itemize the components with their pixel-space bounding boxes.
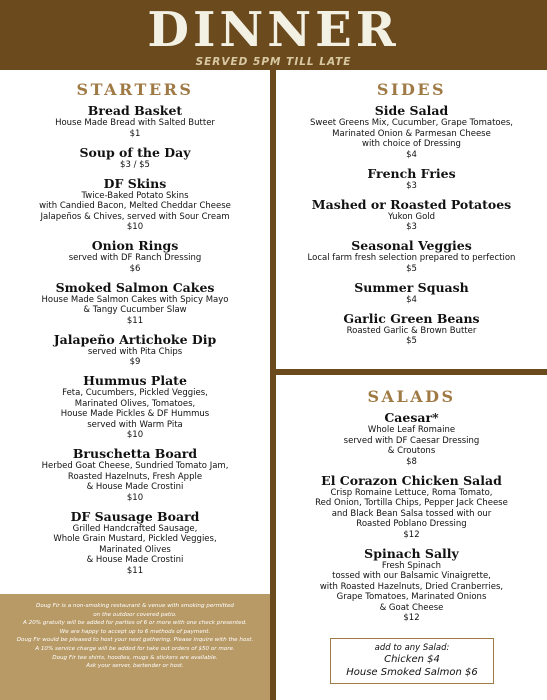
menu-item-name: Side Salad (374, 103, 449, 118)
menu-item-description: & House Made Crostini (86, 482, 184, 492)
menu-item (276, 474, 547, 541)
menu-item-description: tossed with our Balsamic Vinaigrette, (332, 571, 491, 581)
menu-item-name: Bread Basket (87, 103, 183, 118)
menu-item (276, 239, 547, 275)
menu-item-price: $3 (406, 222, 417, 232)
menu-item-price: $11 (126, 315, 144, 326)
menu-item-description: Feta, Cucumbers, Pickled Veggies, (62, 388, 208, 398)
menu-item-description: Sweet Greens Mix, Cucumber, Grape Tomatoes, (310, 118, 513, 128)
menu-item (0, 146, 270, 171)
menu-item (0, 281, 270, 327)
menu-item-description: with Candied Bacon, Melted Cheddar Cheese (39, 201, 231, 211)
salads-list (276, 411, 547, 624)
menu-item-description: Roasted Poblano Dressing (356, 519, 467, 529)
menu-item (276, 281, 547, 306)
menu-item-description: & House Made Crostini (86, 555, 184, 565)
menu-item-description: House Made Pickles & DF Hummus (60, 409, 210, 419)
menu-item-description: Marinated Onion & Parmesan Cheese (332, 128, 491, 139)
footer-line: A 20% gratuity will be added for parties of 6 or more with one check presented. (23, 620, 247, 627)
menu-item-price: $10 (126, 430, 144, 440)
menu-item-description: and Black Bean Salsa tossed with our (331, 508, 492, 519)
menu-item-description: Twice-Baked Potato Skins (81, 190, 189, 201)
menu-item-name: El Corazon Chicken Salad (321, 472, 502, 488)
menu-item-description: Roasted Hazelnuts, Fresh Apple (67, 471, 203, 482)
menu-item-name: Seasonal Veggies (351, 238, 472, 253)
page-subtitle: SERVED 5PM TILL LATE (195, 56, 352, 68)
menu-item-price: $9 (129, 357, 141, 367)
menu-item-description: Grilled Handcrafted Sausage, (72, 523, 198, 534)
menu-item-price: $8 (406, 456, 417, 467)
menu-item-price: $10 (126, 222, 144, 232)
menu-item-name: DF Sausage Board (70, 508, 200, 524)
starters-list (0, 104, 270, 577)
menu-item-description: House Made Salmon Cakes with Spicy Mayo (41, 294, 229, 305)
menu-item-description: with Roasted Hazelnuts, Dried Cranberries, (319, 581, 504, 592)
footer-line: Ask your server, bartender or host. (86, 663, 184, 670)
menu-item-name: Soup of the Day (79, 144, 191, 160)
menu-item-name: Jalapeño Artichoke Dip (53, 331, 217, 347)
menu-item (0, 447, 270, 504)
menu-item-description: & Goat Cheese (379, 602, 444, 613)
menu-item (276, 312, 547, 348)
footer-line: Doug Fir would be pleased to host your next gathering. Please inquire with the host. (16, 637, 254, 644)
menu-item-price: $12 (403, 613, 420, 623)
menu-item (276, 198, 547, 234)
menu-item-description: Roasted Garlic & Brown Butter (346, 325, 477, 336)
menu-item-price: $3 (406, 180, 417, 191)
menu-item-name: Mashed or Roasted Potatoes (311, 196, 512, 212)
sides-section (276, 80, 547, 347)
menu-item-description: & Croutons (387, 446, 436, 456)
menu-item (0, 104, 270, 140)
menu-item-price: $4 (406, 294, 417, 305)
section-title-starters: STARTERS (76, 80, 194, 99)
menu-item-price: $11 (126, 565, 144, 576)
section-title-salads: SALADS (367, 387, 456, 406)
menu-item (0, 239, 270, 275)
menu-item-price: $6 (129, 263, 141, 274)
menu-item-price: $12 (403, 529, 420, 540)
menu-item-description: Fresh Spinach (381, 560, 442, 571)
menu-item (276, 411, 547, 468)
footer-line: We are happy to accept up to 6 methods of payment. (59, 628, 211, 635)
menu-item-price: $5 (406, 263, 417, 274)
menu-item-name: Spinach Sally (364, 545, 459, 561)
sides-list (276, 104, 547, 347)
menu-item-name: Garlic Green Beans (343, 310, 480, 326)
menu-item-description: served with DF Ranch Dressing (68, 253, 202, 263)
header-banner (0, 0, 547, 70)
menu-item (276, 167, 547, 192)
menu-item-name: DF Skins (103, 175, 167, 191)
menu-item-name: Caesar* (384, 410, 439, 425)
page-title: DINNER (147, 2, 400, 58)
footer-line: Doug Fir tee shirts, hoodies, mugs & stickers are available. (52, 654, 218, 661)
section-title-sides: SIDES (376, 80, 447, 99)
menu-item-description: & Tangy Cucumber Slaw (83, 305, 187, 315)
menu-item-description: Grape Tomatoes, Marinated Onions (336, 592, 487, 602)
menu-item-description: served with Pita Chips (87, 346, 183, 357)
menu-item-description: Jalapeños & Chives, served with Sour Cream (40, 211, 230, 222)
menu-item-description: Red Onion, Tortilla Chips, Pepper Jack Cheese (315, 498, 508, 508)
menu-item-description: House Made Bread with Salted Butter (55, 118, 215, 128)
addon-line: House Smoked Salmon $6 (346, 666, 478, 678)
menu-item-price: $3 / $5 (120, 159, 150, 170)
starters-section (0, 70, 270, 594)
menu-item (0, 374, 270, 441)
menu-item-name: Bruschetta Board (72, 446, 198, 461)
menu-item-description: Crisp Romaine Lettuce, Roma Tomato, (330, 487, 493, 498)
menu-item-description: served with DF Caesar Dressing (343, 435, 480, 446)
menu-item-name: French Fries (367, 165, 456, 181)
menu-item-price: $5 (406, 336, 417, 346)
addon-heading: add to any Salad: (374, 643, 450, 653)
menu-item-name: Hummus Plate (83, 373, 187, 388)
menu-item-price: $10 (126, 492, 144, 503)
menu-item-description: Herbed Goat Cheese, Sundried Tomato Jam, (41, 461, 229, 471)
menu-item-name: Smoked Salmon Cakes (55, 279, 215, 295)
footer-line: A 10% service charge will be added for take out orders of $50 or more. (35, 645, 235, 652)
menu-item (0, 510, 270, 577)
addon-line: Chicken $4 (384, 654, 440, 665)
menu-item-description: Yukon Gold (387, 211, 436, 222)
menu-item (0, 177, 270, 234)
menu-item-price: $1 (129, 128, 141, 139)
menu-item (0, 333, 270, 369)
menu-item-description: Whole Grain Mustard, Pickled Veggies, (53, 534, 217, 544)
menu-item-description: Marinated Olives (99, 544, 171, 555)
footer-notes (0, 594, 270, 700)
menu-item-name: Summer Squash (354, 279, 469, 295)
menu-item-description: with choice of Dressing (362, 139, 461, 149)
footer-line: on the outdoor covered patio. (93, 611, 177, 618)
salad-addon-box (330, 638, 494, 684)
menu-item-price: $4 (406, 149, 417, 160)
menu-item-description: Marinated Olives, Tomatoes, (74, 398, 196, 409)
menu-item-description: Local farm fresh selection prepared to perfection (307, 253, 516, 263)
menu-item (276, 547, 547, 625)
footer-line: Doug Fir is a non-smoking restaurant & venue with smoking permitted (36, 603, 234, 609)
menu-item-name: Onion Rings (91, 238, 179, 253)
menu-item-description: served with Warm Pita (87, 419, 183, 430)
menu-item (276, 104, 547, 161)
menu-item-description: Whole Leaf Romaine (367, 425, 456, 435)
